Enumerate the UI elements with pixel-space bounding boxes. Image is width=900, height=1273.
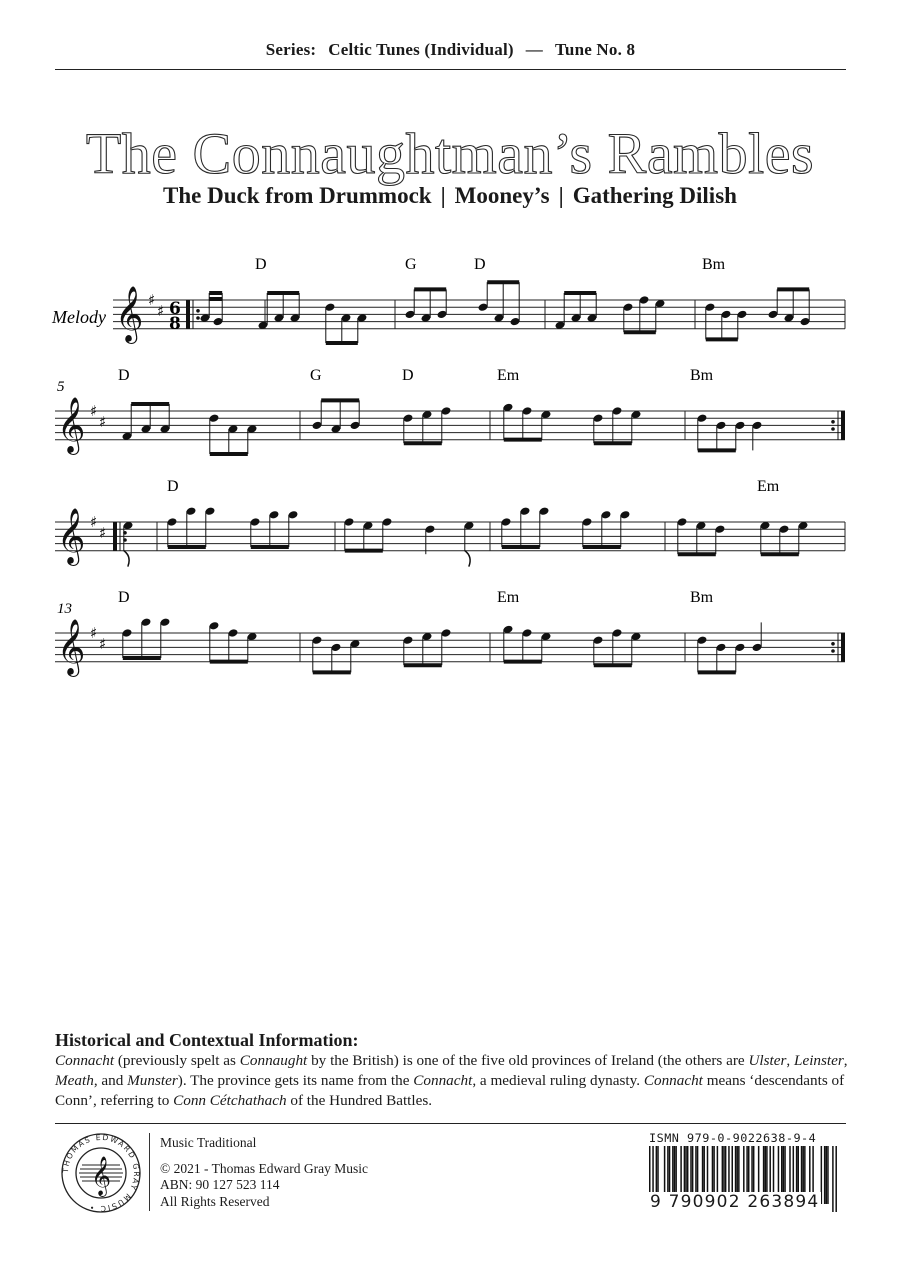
repeat-dot — [831, 427, 835, 431]
measure-number: 5 — [57, 379, 65, 395]
rights-line: All Rights Reserved — [160, 1193, 270, 1209]
series-label: Series: — [265, 40, 317, 59]
chord-symbol: Bm — [690, 589, 714, 606]
staff-system — [55, 367, 845, 455]
repeat-dot — [196, 309, 200, 313]
repeat-end-thick — [841, 411, 845, 440]
info-paragraph: Connacht (previously spelt as Connaught by the British) is one of the five old provinces of Ireland (the others are Ulster, Leinster, Meath, and Munster). The province gets its name from the Connacht, a medieval ruling dynasty. Connacht means ‘descendants of Conn’, referring to Conn Cétchathach of the Hundred Battles. — [55, 1052, 848, 1109]
barcode-digits: 9 790902 263894 — [650, 1192, 820, 1212]
copyright-line: © 2021 - Thomas Edward Gray Music — [160, 1160, 368, 1176]
treble-clef: 𝄞 — [57, 397, 86, 453]
chord-symbol: Em — [497, 367, 520, 384]
footer-credits — [160, 1135, 368, 1210]
barcode-bar — [824, 1146, 826, 1204]
time-signature-top: 6 — [169, 299, 181, 319]
barcode-bar — [835, 1146, 837, 1212]
sharp-sign: ♯ — [90, 402, 98, 420]
tune-title: The Connaughtman’s Rambles — [85, 121, 815, 186]
sharp-sign: ♯ — [90, 513, 98, 531]
sharp-sign: ♯ — [157, 301, 165, 320]
header-rule — [55, 69, 846, 70]
alt-title-separator: | — [558, 183, 564, 208]
sharp-sign: ♯ — [148, 291, 156, 309]
tune-number: Tune No. 8 — [554, 40, 636, 59]
chord-symbol: G — [405, 256, 417, 273]
treble-clef: 𝄞 — [57, 619, 86, 675]
alt-title-3: Gathering Dilish — [572, 183, 737, 208]
repeat-dot — [831, 649, 835, 653]
treble-clef-icon: 𝄞 — [90, 1156, 112, 1196]
instrument-label: Melody — [52, 307, 106, 327]
repeat-end-thick — [841, 633, 845, 662]
series-name: Celtic Tunes (Individual) — [328, 40, 514, 59]
sharp-sign: ♯ — [90, 624, 98, 642]
staff-system — [51, 256, 845, 344]
ismn-number: ISMN 979-0-9022638-9-4 — [649, 1131, 817, 1145]
sheet-music — [0, 256, 900, 720]
chord-symbol: D — [167, 478, 179, 495]
footer-divider — [149, 1133, 150, 1211]
chord-symbol: Bm — [702, 256, 726, 273]
repeat-start-thick — [186, 300, 190, 329]
chord-symbol: D — [255, 256, 267, 273]
info-heading: Historical and Contextual Information: — [55, 1030, 359, 1050]
note-flag — [465, 551, 470, 567]
abn-line: ABN: 90 127 523 114 — [160, 1177, 280, 1192]
staff-system — [55, 589, 845, 677]
chord-symbol: Em — [497, 589, 520, 606]
chord-symbol: Em — [757, 478, 780, 495]
measure-number: 13 — [57, 601, 72, 617]
sharp-sign: ♯ — [99, 412, 107, 431]
chord-symbol: D — [402, 367, 414, 384]
chord-symbol: D — [118, 589, 130, 606]
chord-symbol: Bm — [690, 367, 714, 384]
barcode-bar — [832, 1146, 834, 1212]
sharp-sign: ♯ — [99, 634, 107, 653]
time-signature-bottom: 8 — [169, 314, 181, 334]
footer-rule — [55, 1123, 846, 1124]
alt-title-2: Mooney’s — [454, 183, 550, 208]
repeat-start-thick — [113, 522, 117, 551]
alt-title-separator: | — [440, 183, 446, 208]
repeat-dot — [831, 642, 835, 646]
alternate-titles — [0, 183, 900, 209]
treble-clef: 𝄞 — [57, 508, 86, 564]
barcode-bar — [826, 1146, 828, 1204]
chord-symbol: D — [118, 367, 130, 384]
treble-clef: 𝄞 — [115, 286, 144, 342]
svg-text:THOMAS EDWARD GRAY MUSIC •: THOMAS EDWARD GRAY MUSIC • — [60, 1132, 142, 1214]
barcode-bar — [827, 1146, 829, 1204]
publisher-seal-logo — [60, 1132, 142, 1214]
repeat-dot — [196, 316, 200, 320]
chord-symbol: D — [474, 256, 486, 273]
header-dash: — — [525, 40, 543, 59]
repeat-dot — [831, 420, 835, 424]
alt-title-1: The Duck from Drummock — [163, 183, 432, 208]
note-flag — [124, 551, 129, 567]
sharp-sign: ♯ — [99, 523, 107, 542]
series-header — [55, 40, 846, 68]
chord-symbol: G — [310, 367, 322, 384]
staff-system — [55, 478, 845, 567]
music-credit: Music Traditional — [160, 1135, 257, 1150]
